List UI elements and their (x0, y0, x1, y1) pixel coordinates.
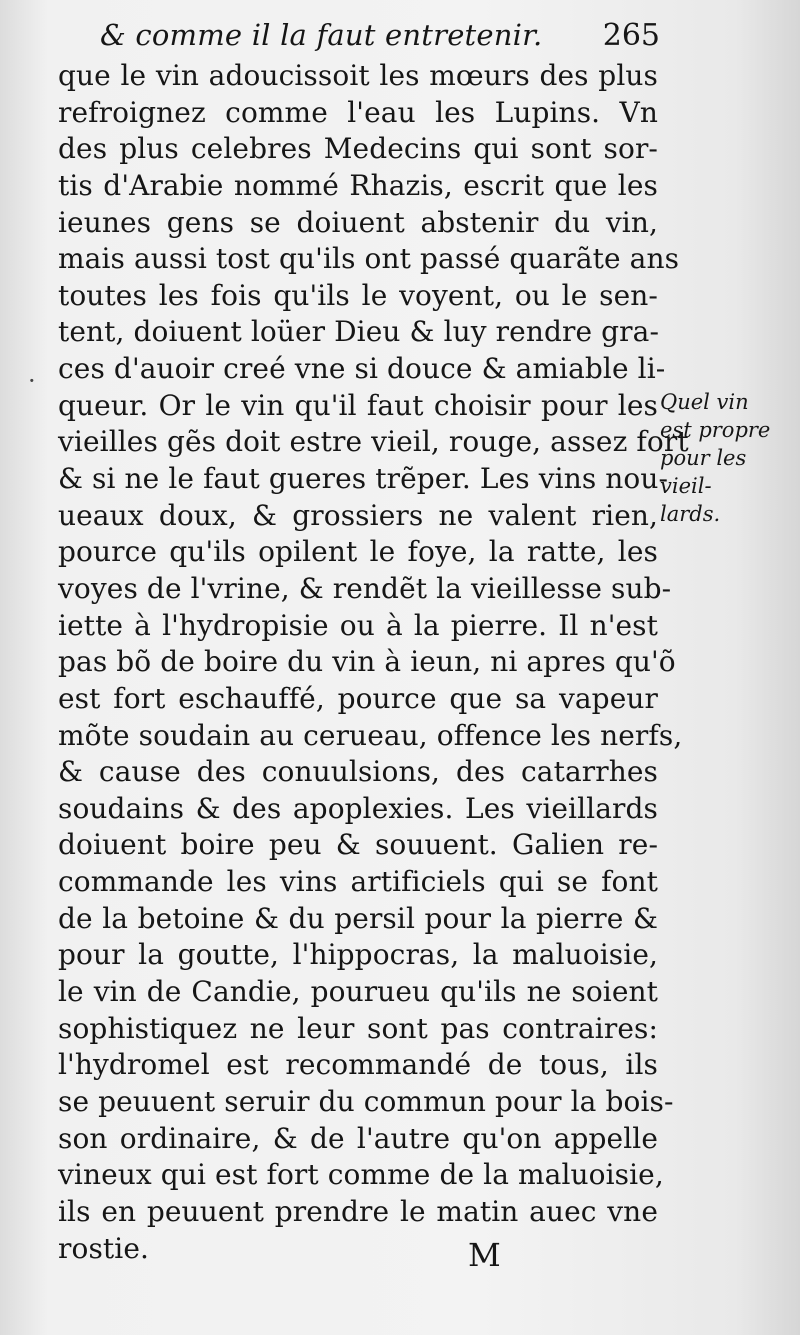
body-line: doiuent boire peu & souuent. Galien re- (58, 828, 658, 862)
body-line: vineux qui est fort comme de la maluoisie, (58, 1158, 664, 1192)
body-line: est fort eschauffé, pource que sa vapeur (58, 681, 658, 715)
body-line: refroignez comme l'eau les Lupins. Vn (58, 95, 658, 129)
body-line-last: rostie. (58, 1231, 149, 1265)
body-line: son ordinaire, & de l'autre qu'on appelle (58, 1121, 658, 1155)
body-line: & cause des conuulsions, des catarrhes (58, 755, 658, 789)
body-line: mais aussi tost qu'ils ont passé quarãte ans (58, 242, 680, 276)
marginal-note (660, 388, 800, 528)
bleed-through-texture (300, 1292, 680, 1332)
body-line: le vin de Candie, pourueu qu'ils ne soient (58, 975, 658, 1009)
body-line: toutes les fois qu'ils le voyent, ou le sen- (58, 278, 658, 312)
body-line: des plus celebres Medecins qui sont sor- (58, 132, 658, 166)
body-line: que le vin adoucissoit les mœurs des plus (58, 59, 658, 92)
body-line: pource qu'ils opilent le foye, la ratte, les (58, 535, 658, 569)
body-line: iette à l'hydropisie ou à la pierre. Il n'est (58, 608, 658, 642)
marginal-note-line: Quel vin (660, 390, 749, 414)
body-line: ieunes gens se doiuent abstenir du vin, (58, 205, 658, 239)
body-line: mõte soudain au cerueau, offence les nerfs, (58, 718, 683, 752)
body-line: ces d'auoir creé vne si douce & amiable li- (58, 352, 666, 386)
marginal-note-line: est propre (660, 418, 771, 442)
body-line: queur. Or le vin qu'il faut choisir pour les (58, 388, 658, 422)
running-head (100, 14, 660, 60)
body-line: se peuuent seruir du commun pour la bois- (58, 1084, 674, 1118)
body-line: vieilles gẽs doit estre vieil, rouge, assez fort (58, 425, 689, 459)
marginal-note-line: pour les (660, 446, 747, 470)
body-line: sophistiquez ne leur sont pas contraires: (58, 1011, 658, 1045)
body-line: pour la goutte, l'hippocras, la maluoisie, (58, 938, 658, 972)
body-line: tis d'Arabie nommé Rhazis, escrit que les (58, 168, 658, 202)
body-line: soudains & des apoplexies. Les vieillards (58, 791, 658, 825)
body-text (58, 58, 689, 1267)
marginal-note-line: lards. (660, 502, 721, 526)
body-line: & si ne le faut gueres trẽper. Les vins nou- (58, 462, 669, 496)
body-line: voyes de l'vrine, & rendẽt la vieillesse sub- (58, 571, 672, 605)
page-number: 265 (602, 18, 660, 53)
body-line: l'hydromel est recommandé de tous, ils (58, 1048, 658, 1082)
running-title: & comme il la faut entretenir. (100, 18, 543, 52)
marginal-note-line: vieil- (660, 474, 712, 498)
body-line: tent, doiuent loüer Dieu & luy rendre gra- (58, 315, 660, 349)
body-line: commande les vins artificiels qui se font (58, 865, 658, 899)
margin-dot-mark: · (28, 367, 36, 395)
body-line: de la betoine & du persil pour la pierre & (58, 901, 658, 935)
body-line: ueaux doux, & grossiers ne valent rien, (58, 498, 658, 532)
body-line: ils en peuuent prendre le matin auec vne (58, 1194, 658, 1228)
body-line: pas bõ de boire du vin à ieun, ni apres qu'õ (58, 645, 676, 679)
signature-mark: M (468, 1236, 502, 1274)
